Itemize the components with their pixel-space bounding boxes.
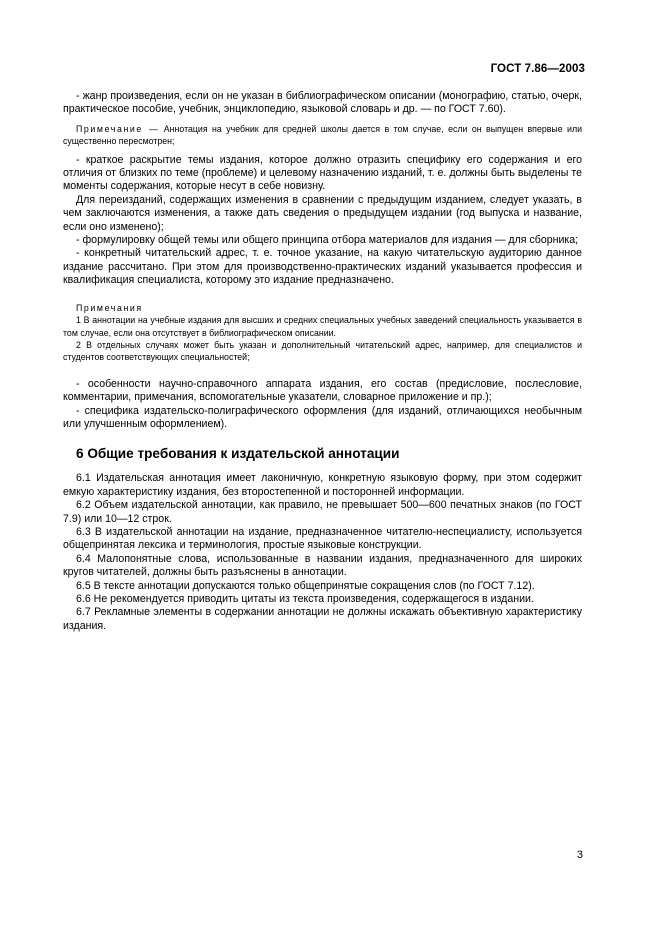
section-6-item: 6.5 В тексте аннотации допускаются только общепринятые сокращения слов (по ГОСТ 7.12). bbox=[76, 579, 535, 592]
page-number: 3 bbox=[576, 849, 583, 861]
note-label: Примечание — bbox=[76, 123, 160, 134]
section-6-item: 6.2 Объем издательской аннотации, как правило, не превышает 500—600 печатных знаков (по ГОСТ 7.9) или 10—12 строк. bbox=[63, 499, 582, 525]
notes-label: Примечания bbox=[76, 302, 143, 313]
section-6-item: 6.1 Издательская аннотация имеет лаконичную, конкретную языковую форму, при этом содержит емкую характеристику издания, без второстепенной и посторонней информации. bbox=[63, 472, 582, 498]
note-1: 1 В аннотации на учебные издания для высших и средних специальных учебных заведений специальность указывается в том случае, если она отсутствует в библиографическом описании. bbox=[63, 315, 582, 338]
note-textbook bbox=[63, 123, 582, 148]
paragraph-design: - специфика издательско-полиграфического оформления (для изданий, отличающихся необычным или улучшенным оформлением). bbox=[63, 404, 582, 430]
paragraph-genre: - жанр произведения, если он не указан в библиографическом описании (монографию, статью, очерк, практическое пособие, учебник, энциклопедию, языковой словарь и др. — по ГОСТ 7.60). bbox=[63, 90, 582, 116]
section-6-item: 6.3 В издательской аннотации на издание, предназначенное читателю-неспециалисту, используется общепринятая лексика и терминология, простые языковые конструкции. bbox=[63, 525, 582, 552]
paragraph-collection: - формулировку общей темы или общего принципа отбора материалов для издания — для сборника; bbox=[76, 234, 579, 247]
paragraph-reader-address: - конкретный читательский адрес, т. е. точное указание, на какую читательскую аудиторию данное издание рассчитано. При этом для производственно-практических изданий указывается профессия и квалификация специалиста, которому это издание предназначено. bbox=[63, 247, 582, 287]
section-6-item: 6.7 Рекламные элементы в содержании аннотации не должны искажать объективную характеристику издания. bbox=[63, 606, 582, 632]
note-text: Аннотация на учебник для средней школы дается в том случае, если он выпущен впервые или существенно пересмотрен; bbox=[63, 123, 583, 147]
page-content bbox=[63, 90, 582, 633]
paragraph-reprints: Для переизданий, содержащих изменения в сравнении с предыдущим изданием, следует указать, в чем заключаются изменения, а также дать сведения о предыдущем издании (год выпуска и название, если оно изменено); bbox=[63, 193, 582, 233]
section-6-title: 6 Общие требования к издательской аннотации bbox=[76, 446, 400, 462]
standard-header: ГОСТ 7.86—2003 bbox=[490, 63, 585, 75]
paragraph-apparatus: - особенности научно-справочного аппарата издания, его состав (предисловие, послесловие, комментарии, примечания, вспомогательные указатели, словарное приложение и пр.); bbox=[63, 377, 582, 404]
section-6-item: 6.6 Не рекомендуется приводить цитаты из текста произведения, содержащегося в издании. bbox=[76, 593, 534, 605]
note-2: 2 В отдельных случаях может быть указан и дополнительный читательский адрес, например, для специалистов и студентов соответствующих специальностей; bbox=[63, 339, 582, 363]
paragraph-topic: - краткое раскрытие темы издания, которое должно отразить специфику его содержания и его отличия от близких по теме (проблеме) и целевому назначению изданий, т. е. должны быть выделены те моменты содержания, которые несут в себе новизну. bbox=[63, 153, 582, 193]
section-6-item: 6.4 Малопонятные слова, использованные в названии издания, предназначенного для широких кругов читателей, должны быть разъяснены в аннотации. bbox=[63, 552, 582, 579]
